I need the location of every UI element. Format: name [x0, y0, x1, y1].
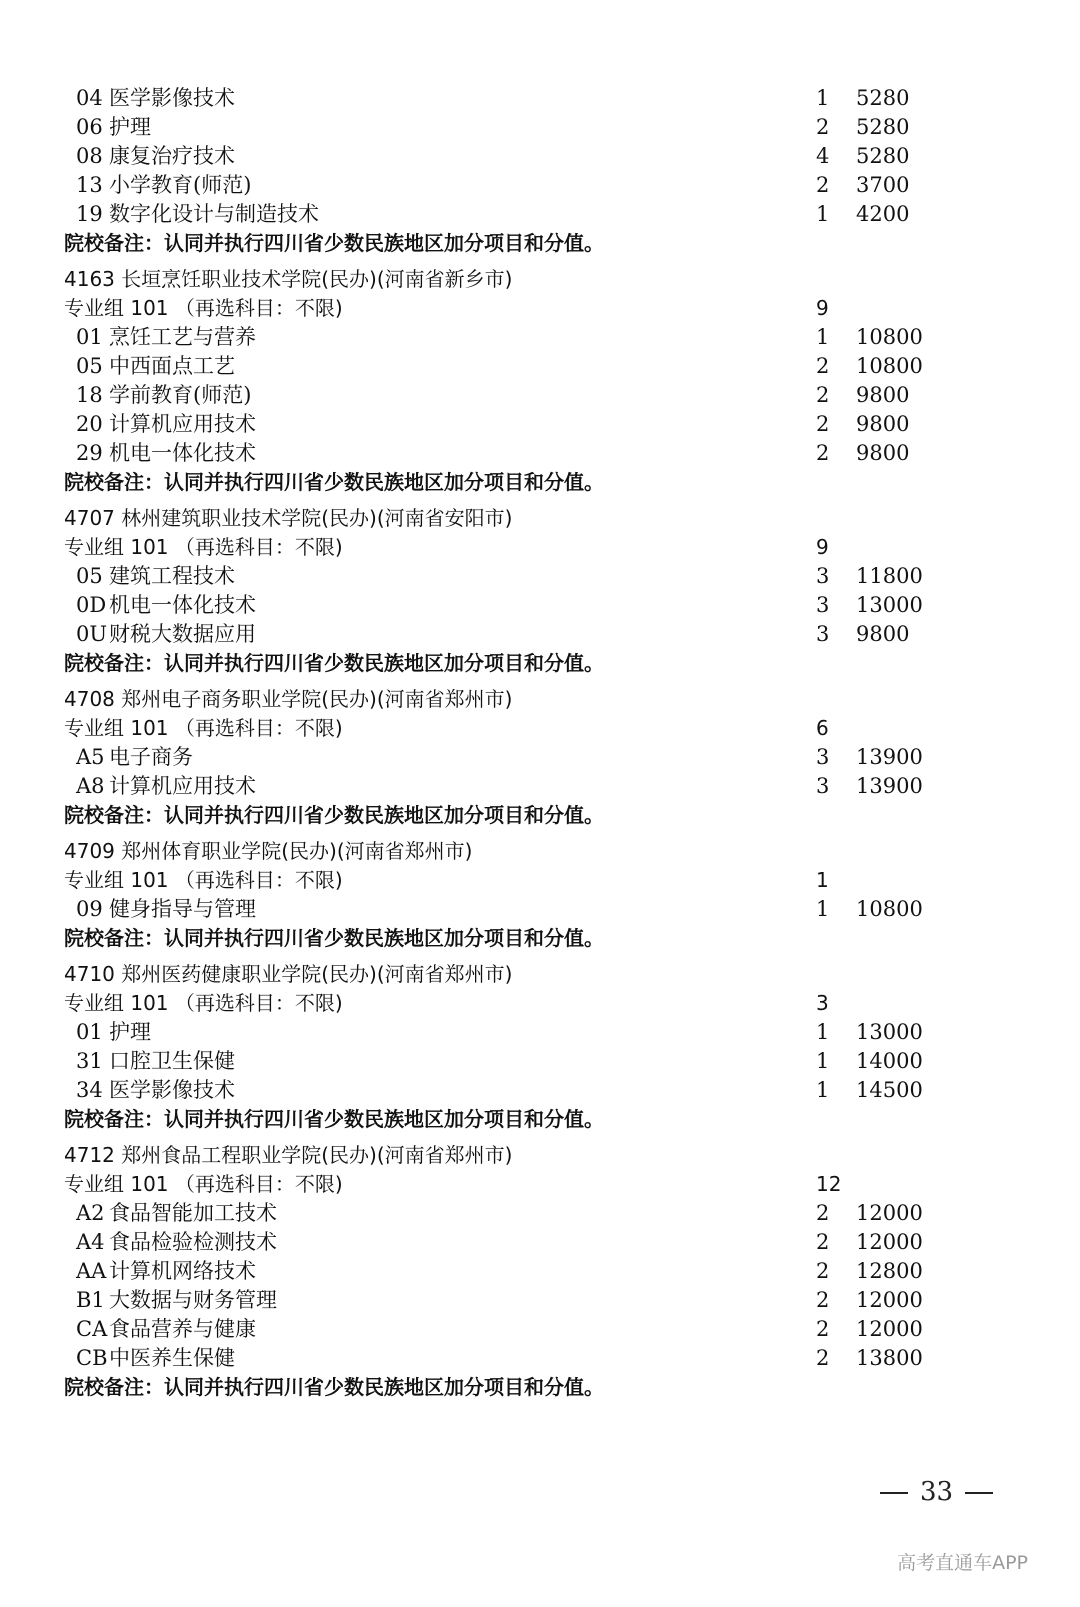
major-quota: 3: [816, 774, 830, 798]
major-row: [64, 381, 1004, 410]
major-row: [64, 410, 1004, 439]
major-tuition: 10800: [856, 325, 923, 349]
major-name: 医学影像技术: [109, 86, 235, 110]
major-quota: 1: [816, 1020, 830, 1044]
major-code: A5: [76, 745, 105, 769]
carryover-major-list: [64, 84, 1004, 258]
school-note: 院校备注：认同并执行四川省少数民族地区加分项目和分值。: [64, 803, 604, 827]
page-footer: [868, 1477, 1005, 1507]
major-name: 计算机应用技术: [109, 774, 256, 798]
major-code: CA: [76, 1317, 108, 1341]
school-note: 院校备注：认同并执行四川省少数民族地区加分项目和分值。: [64, 1107, 604, 1131]
major-group-row: [64, 866, 1004, 895]
major-row: [64, 895, 1004, 924]
major-row: [64, 200, 1004, 229]
major-code: A4: [76, 1230, 105, 1254]
major-quota: 2: [816, 1201, 830, 1225]
major-name: 大数据与财务管理: [109, 1288, 277, 1312]
school-block: [64, 837, 1004, 953]
major-quota: 2: [816, 1288, 830, 1312]
major-code: 34: [76, 1078, 103, 1102]
page-number: 33: [920, 1477, 954, 1507]
major-group-label: 专业组 101 （再选科目：不限): [64, 716, 343, 740]
school-header: 4710 郑州医药健康职业学院(民办)(河南省郑州市): [64, 962, 513, 986]
major-code: 0D: [76, 593, 107, 617]
school-header: 4709 郑州体育职业学院(民办)(河南省郑州市): [64, 839, 473, 863]
major-row: [64, 171, 1004, 200]
major-code: CB: [76, 1346, 108, 1370]
major-group-label: 专业组 101 （再选科目：不限): [64, 296, 343, 320]
major-name: 小学教育(师范): [109, 173, 252, 197]
major-code: 06: [76, 115, 103, 139]
school-note: 院校备注：认同并执行四川省少数民族地区加分项目和分值。: [64, 470, 604, 494]
major-code: A2: [76, 1201, 105, 1225]
school-block: [64, 504, 1004, 678]
major-code: 05: [76, 354, 103, 378]
major-row: [64, 1047, 1004, 1076]
major-group-total: 12: [816, 1172, 842, 1196]
major-tuition: 5280: [856, 115, 910, 139]
major-name: 护理: [109, 115, 151, 139]
major-group-total: 9: [816, 535, 829, 559]
school-header: 4163 长垣烹饪职业技术学院(民办)(河南省新乡市): [64, 267, 513, 291]
major-tuition: 9800: [856, 383, 910, 407]
major-name: 中西面点工艺: [109, 354, 235, 378]
major-row: [64, 352, 1004, 381]
major-quota: 2: [816, 115, 830, 139]
major-quota: 1: [816, 1078, 830, 1102]
major-tuition: 14500: [856, 1078, 923, 1102]
document-body: [64, 84, 1004, 1402]
major-name: 机电一体化技术: [109, 593, 256, 617]
major-tuition: 4200: [856, 202, 910, 226]
school-header: 4712 郑州食品工程职业学院(民办)(河南省郑州市): [64, 1143, 513, 1167]
major-tuition: 14000: [856, 1049, 923, 1073]
major-row: [64, 1199, 1004, 1228]
major-row: [64, 84, 1004, 113]
major-quota: 2: [816, 173, 830, 197]
major-tuition: 12000: [856, 1288, 923, 1312]
major-quota: 2: [816, 1346, 830, 1370]
footer-dash-left: [880, 1492, 908, 1494]
school-header: 4708 郑州电子商务职业学院(民办)(河南省郑州市): [64, 687, 513, 711]
major-quota: 1: [816, 86, 830, 110]
major-tuition: 12000: [856, 1230, 923, 1254]
major-code: 19: [76, 202, 103, 226]
major-tuition: 5280: [856, 86, 910, 110]
major-code: 18: [76, 383, 103, 407]
major-quota: 3: [816, 564, 830, 588]
major-group-total: 3: [816, 991, 829, 1015]
school-block: [64, 960, 1004, 1134]
major-row: [64, 113, 1004, 142]
major-tuition: 13900: [856, 745, 923, 769]
major-name: 健身指导与管理: [109, 897, 256, 921]
major-name: 康复治疗技术: [109, 144, 235, 168]
major-code: AA: [76, 1259, 107, 1283]
major-group-label: 专业组 101 （再选科目：不限): [64, 868, 343, 892]
major-row: [64, 1344, 1004, 1373]
major-tuition: 13000: [856, 593, 923, 617]
major-code: 31: [76, 1049, 103, 1073]
major-quota: 1: [816, 897, 830, 921]
major-row: [64, 1286, 1004, 1315]
major-code: 04: [76, 86, 103, 110]
major-row: [64, 1228, 1004, 1257]
major-group-row: [64, 294, 1004, 323]
major-row: [64, 1315, 1004, 1344]
school-block: [64, 1141, 1004, 1402]
major-quota: 2: [816, 1317, 830, 1341]
major-name: 电子商务: [109, 745, 193, 769]
major-tuition: 12000: [856, 1317, 923, 1341]
major-name: 食品检验检测技术: [109, 1230, 277, 1254]
major-row: [64, 1018, 1004, 1047]
major-group-row: [64, 989, 1004, 1018]
major-code: 29: [76, 441, 103, 465]
major-code: 0U: [76, 622, 108, 646]
major-name: 中医养生保健: [109, 1346, 235, 1370]
major-tuition: 13900: [856, 774, 923, 798]
major-code: A8: [76, 774, 105, 798]
major-quota: 1: [816, 325, 830, 349]
major-group-total: 1: [816, 868, 829, 892]
major-code: 09: [76, 897, 103, 921]
major-quota: 3: [816, 622, 830, 646]
major-quota: 4: [816, 144, 830, 168]
major-code: 01: [76, 325, 103, 349]
major-quota: 2: [816, 1230, 830, 1254]
school-note: 院校备注：认同并执行四川省少数民族地区加分项目和分值。: [64, 926, 604, 950]
major-code: 08: [76, 144, 103, 168]
major-group-total: 6: [816, 716, 829, 740]
major-name: 学前教育(师范): [109, 383, 252, 407]
major-name: 医学影像技术: [109, 1078, 235, 1102]
major-name: 食品智能加工技术: [109, 1201, 277, 1225]
major-code: B1: [76, 1288, 105, 1312]
major-row: [64, 142, 1004, 171]
school-block: [64, 265, 1004, 497]
school-note: 院校备注：认同并执行四川省少数民族地区加分项目和分值。: [64, 651, 604, 675]
major-group-label: 专业组 101 （再选科目：不限): [64, 991, 343, 1015]
major-name: 机电一体化技术: [109, 441, 256, 465]
major-code: 20: [76, 412, 103, 436]
major-row: [64, 323, 1004, 352]
major-tuition: 12000: [856, 1201, 923, 1225]
major-quota: 1: [816, 1049, 830, 1073]
major-tuition: 12800: [856, 1259, 923, 1283]
major-code: 01: [76, 1020, 103, 1044]
major-row: [64, 772, 1004, 801]
major-quota: 2: [816, 412, 830, 436]
major-name: 数字化设计与制造技术: [109, 202, 319, 226]
major-tuition: 10800: [856, 897, 923, 921]
major-quota: 3: [816, 593, 830, 617]
major-group-row: [64, 1170, 1004, 1199]
footer-dash-right: [965, 1492, 993, 1494]
major-tuition: 13800: [856, 1346, 923, 1370]
major-row: [64, 743, 1004, 772]
major-name: 计算机应用技术: [109, 412, 256, 436]
major-tuition: 11800: [856, 564, 923, 588]
school-block: [64, 685, 1004, 830]
major-name: 烹饪工艺与营养: [109, 325, 256, 349]
major-quota: 2: [816, 383, 830, 407]
major-row: [64, 1257, 1004, 1286]
major-name: 口腔卫生保健: [109, 1049, 235, 1073]
major-group-total: 9: [816, 296, 829, 320]
major-row: [64, 1076, 1004, 1105]
major-tuition: 9800: [856, 622, 910, 646]
major-quota: 2: [816, 354, 830, 378]
major-tuition: 3700: [856, 173, 910, 197]
major-code: 05: [76, 564, 103, 588]
major-group-row: [64, 714, 1004, 743]
major-tuition: 10800: [856, 354, 923, 378]
major-group-row: [64, 533, 1004, 562]
school-note: 院校备注：认同并执行四川省少数民族地区加分项目和分值。: [64, 1375, 604, 1399]
major-row: [64, 439, 1004, 468]
major-quota: 2: [816, 441, 830, 465]
watermark: 高考直通车APP: [897, 1552, 1028, 1574]
major-name: 食品营养与健康: [109, 1317, 256, 1341]
major-name: 计算机网络技术: [109, 1259, 256, 1283]
major-quota: 2: [816, 1259, 830, 1283]
major-name: 财税大数据应用: [109, 622, 256, 646]
major-tuition: 9800: [856, 412, 910, 436]
major-tuition: 5280: [856, 144, 910, 168]
major-name: 建筑工程技术: [109, 564, 235, 588]
school-note: 院校备注：认同并执行四川省少数民族地区加分项目和分值。: [64, 231, 604, 255]
major-row: [64, 591, 1004, 620]
major-quota: 1: [816, 202, 830, 226]
major-quota: 3: [816, 745, 830, 769]
major-group-label: 专业组 101 （再选科目：不限): [64, 535, 343, 559]
major-group-label: 专业组 101 （再选科目：不限): [64, 1172, 343, 1196]
major-code: 13: [76, 173, 103, 197]
major-tuition: 9800: [856, 441, 910, 465]
major-row: [64, 562, 1004, 591]
major-row: [64, 620, 1004, 649]
school-header: 4707 林州建筑职业技术学院(民办)(河南省安阳市): [64, 506, 513, 530]
major-name: 护理: [109, 1020, 151, 1044]
major-tuition: 13000: [856, 1020, 923, 1044]
